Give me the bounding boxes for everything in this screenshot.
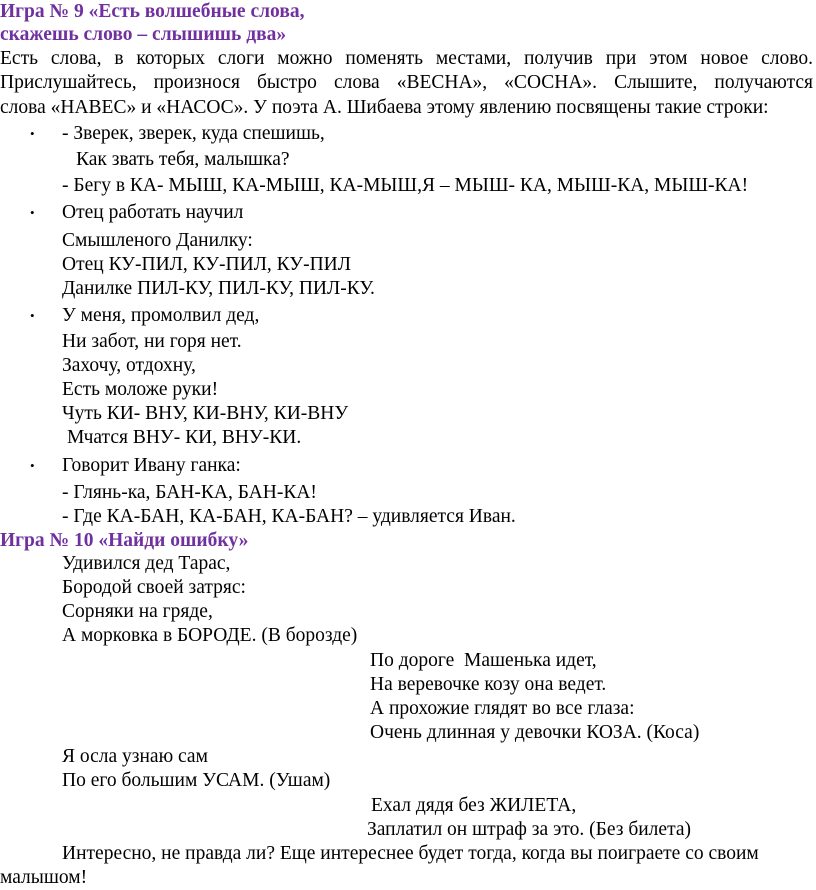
game9-title-line2: скажешь слово – слышишь два» [0, 24, 287, 45]
poem3-line5: Чуть КИ- ВНУ, КИ-ВНУ, КИ-ВНУ [62, 403, 349, 424]
poem3-line6: Мчатся ВНУ- КИ, ВНУ-КИ. [67, 427, 302, 448]
game10-verse1-line3: Сорняки на гряде, [62, 601, 213, 622]
game10-title: Игра № 10 «Найди ошибку» [0, 530, 249, 551]
poem2-line4: Данилке ПИЛ-КУ, ПИЛ-КУ, ПИЛ-КУ. [62, 278, 375, 299]
closing-line2: малышом! [0, 867, 88, 888]
poem1-line2: Как звать тебя, малышка? [76, 149, 290, 170]
game10-verse2-line2: На веревочке козу она ведет. [370, 674, 607, 695]
game10-verse2-line3: А прохожие глядят во все глаза: [370, 698, 635, 719]
poem4-line3: - Где КА-БАН, КА-БАН, КА-БАН? – удивляется Иван. [62, 506, 516, 527]
bullet-icon: • [30, 205, 35, 220]
game10-verse3-line1: Я осла узнаю сам [62, 746, 208, 767]
game9-intro-line2: Прислушайтесь, произнося быстро слова «ВЕСНА», «СОСНА». Слышите, получаются [0, 72, 813, 93]
game10-verse1-line1: Удивился дед Тарас, [62, 553, 231, 574]
bullet-icon: • [30, 126, 35, 141]
poem2-line2: Смышленого Данилку: [62, 230, 253, 251]
poem1-line1: - Зверек, зверек, куда спешишь, [62, 123, 325, 144]
game10-verse4-line2: Заплатил он штраф за это. (Без билета) [367, 819, 691, 840]
poem1-line3: - Бегу в КА- МЫШ, КА-МЫШ, КА-МЫШ,Я – МЫШ- КА, МЫШ-КА, МЫШ-КА! [62, 175, 749, 196]
game9-intro-line3: слова «НАВЕС» и «НАСОС». У поэта А. Шибаева этому явлению посвящены такие строки: [0, 97, 769, 118]
poem2-line3: Отец КУ-ПИЛ, КУ-ПИЛ, КУ-ПИЛ [62, 254, 351, 275]
game9-title-line1: Игра № 9 «Есть волшебные слова, [0, 1, 305, 22]
poem3-line4: Есть моложе руки! [62, 379, 219, 400]
poem4-line2: - Глянь-ка, БАН-КА, БАН-КА! [62, 482, 317, 503]
closing-line1: Интересно, не правда ли? Еще интереснее будет тогда, когда вы поиграете со своим [62, 843, 759, 864]
poem3-line3: Захочу, отдохну, [62, 355, 196, 376]
game10-verse2-line4: Очень длинная у девочки КОЗА. (Коса) [370, 722, 700, 743]
poem3-line1: У меня, промолвил дед, [62, 305, 260, 326]
poem4-line1: Говорит Ивану ганка: [62, 455, 241, 476]
game10-verse1-line4: А морковка в БОРОДЕ. (В борозде) [62, 625, 358, 646]
poem2-line1: Отец работать научил [62, 202, 244, 223]
poem3-line2: Ни забот, ни горя нет. [62, 331, 242, 352]
game10-verse1-line2: Бородой своей затряс: [62, 577, 246, 598]
game10-verse4-line1: Ехал дядя без ЖИЛЕТА, [371, 795, 577, 816]
game9-intro-line1: Есть слова, в которых слоги можно поменять местами, получив при этом новое слово. [0, 48, 813, 69]
game10-verse2-line1: По дороге Машенька идет, [370, 650, 597, 671]
bullet-icon: • [30, 308, 35, 323]
game10-verse3-line2: По его большим УСАМ. (Ушам) [62, 770, 331, 791]
bullet-icon: • [30, 458, 35, 473]
